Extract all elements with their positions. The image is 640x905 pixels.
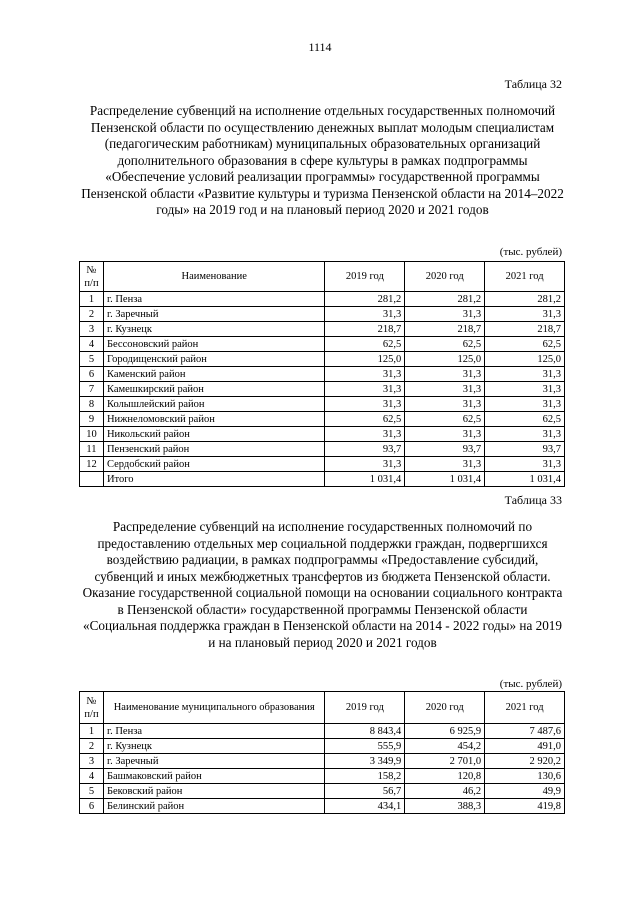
row-number: 3: [80, 754, 104, 769]
row-2021: 31,3: [485, 382, 565, 397]
row-number: 6: [80, 799, 104, 814]
row-2021: 7 487,6: [485, 724, 565, 739]
row-2021: 31,3: [485, 427, 565, 442]
row-2021: 2 920,2: [485, 754, 565, 769]
row-2021: 31,3: [485, 307, 565, 322]
row-name: Бессоновский район: [103, 337, 325, 352]
row-2020: 93,7: [405, 442, 485, 457]
row-number: 11: [80, 442, 104, 457]
row-2021: 93,7: [485, 442, 565, 457]
row-name: Колышлейский район: [103, 397, 325, 412]
table-32-label: Таблица 32: [504, 77, 562, 91]
row-2019: 1 031,4: [325, 472, 405, 487]
table-32-title: Распределение субвенций на исполнение отдельных государственных полномочий Пензенской области по осуществлению денежных выплат молодым специалистам (педагогическим работникам) муниципальных образовательных организаций дополнительного образования в сфере культуры в рамках подпрограммы «Обеспечение условий реализации программы» государственной программы Пензенской области «Развитие культуры и туризма Пензенской области на 2014–2022 годы» на 2019 год и на плановый период 2020 и 2021 годов: [81, 103, 564, 217]
table-33-title: Распределение субвенций на исполнение государственных полномочий по предоставлению отдельных мер социальной поддержки граждан, подвергшихся воздействию радиации, в рамках подпрограммы «Предоставление субсидий, субвенций и иных межбюджетных трансфертов из бюджета Пензенской области. Оказание государственной социальной помощи на основании социального контракта в Пензенской области» государственной программы Пензенской области «Социальная поддержка граждан в Пензенской области на 2014 - 2022 годы» на 2019 и на плановый период 2020 и 2021 годов: [82, 519, 563, 650]
row-2021: 49,9: [485, 784, 565, 799]
row-2019: 31,3: [325, 367, 405, 382]
row-name: г. Пенза: [103, 724, 324, 739]
table-row: [80, 442, 565, 457]
row-2020: 218,7: [405, 322, 485, 337]
row-2021: 31,3: [485, 367, 565, 382]
row-2021: 31,3: [485, 397, 565, 412]
table-row: [80, 799, 565, 814]
row-name: Камешкирский район: [103, 382, 325, 397]
row-2020: 388,3: [405, 799, 485, 814]
table-row: [80, 457, 565, 472]
row-number: 4: [80, 769, 104, 784]
table-row: [80, 784, 565, 799]
table-33-units: (тыс. рублей): [499, 678, 562, 690]
row-2021: 419,8: [485, 799, 565, 814]
row-number: 12: [80, 457, 104, 472]
header-num: № п/п: [80, 692, 104, 724]
row-name: г. Заречный: [103, 754, 324, 769]
row-number: 2: [80, 739, 104, 754]
row-2021: 491,0: [485, 739, 565, 754]
row-2020: 31,3: [405, 382, 485, 397]
row-2020: 31,3: [405, 367, 485, 382]
row-2021: 62,5: [485, 412, 565, 427]
row-2020: 454,2: [405, 739, 485, 754]
row-2020: 120,8: [405, 769, 485, 784]
header-2021: 2021 год: [485, 262, 565, 292]
row-2019: 434,1: [325, 799, 405, 814]
row-2019: 62,5: [325, 337, 405, 352]
header-2020: 2020 год: [405, 692, 485, 724]
row-2019: 125,0: [325, 352, 405, 367]
row-number: 3: [80, 322, 104, 337]
row-2019: 31,3: [325, 382, 405, 397]
row-number: 5: [80, 784, 104, 799]
table-row: [80, 352, 565, 367]
row-number: 5: [80, 352, 104, 367]
header-name: Наименование муниципального образования: [103, 692, 324, 724]
row-name: Никольский район: [103, 427, 325, 442]
table-total-row: [80, 472, 565, 487]
row-number: 6: [80, 367, 104, 382]
table-row: [80, 292, 565, 307]
row-number: 7: [80, 382, 104, 397]
table-row: [80, 754, 565, 769]
row-2021: 130,6: [485, 769, 565, 784]
table-row: [80, 769, 565, 784]
row-2020: 31,3: [405, 457, 485, 472]
table-row: [80, 412, 565, 427]
table-row: [80, 367, 565, 382]
row-2020: 62,5: [405, 412, 485, 427]
row-name: Белинский район: [103, 799, 324, 814]
row-number: 1: [80, 724, 104, 739]
row-2020: 125,0: [405, 352, 485, 367]
row-number: 2: [80, 307, 104, 322]
row-2019: 93,7: [325, 442, 405, 457]
row-2021: 218,7: [485, 322, 565, 337]
row-2019: 31,3: [325, 397, 405, 412]
table-row: [80, 739, 565, 754]
row-2021: 281,2: [485, 292, 565, 307]
table-row: [80, 724, 565, 739]
header-name: Наименование: [103, 262, 325, 292]
row-name: Бековский район: [103, 784, 324, 799]
row-name: г. Кузнецк: [103, 322, 325, 337]
row-2019: 56,7: [325, 784, 405, 799]
row-name: Нижнеломовский район: [103, 412, 325, 427]
table-33: [79, 691, 565, 814]
row-2019: 281,2: [325, 292, 405, 307]
header-2021: 2021 год: [485, 692, 565, 724]
row-name: Городищенский район: [103, 352, 325, 367]
header-num: № п/п: [80, 262, 104, 292]
row-2020: 31,3: [405, 397, 485, 412]
table-row: [80, 307, 565, 322]
row-name: Итого: [103, 472, 325, 487]
row-name: г. Заречный: [103, 307, 325, 322]
table-32: [79, 261, 565, 487]
row-2020: 62,5: [405, 337, 485, 352]
row-2020: 31,3: [405, 307, 485, 322]
row-2021: 62,5: [485, 337, 565, 352]
table-row: [80, 427, 565, 442]
table-row: [80, 337, 565, 352]
header-2019: 2019 год: [325, 692, 405, 724]
row-name: Башмаковский район: [103, 769, 324, 784]
row-name: г. Пенза: [103, 292, 325, 307]
row-2019: 31,3: [325, 457, 405, 472]
row-number: 1: [80, 292, 104, 307]
row-2019: 31,3: [325, 427, 405, 442]
row-number: 9: [80, 412, 104, 427]
row-2020: 46,2: [405, 784, 485, 799]
table-row: [80, 397, 565, 412]
row-2020: 281,2: [405, 292, 485, 307]
row-2020: 2 701,0: [405, 754, 485, 769]
table-row: [80, 322, 565, 337]
table-row: [80, 382, 565, 397]
row-2020: 1 031,4: [405, 472, 485, 487]
row-number: [80, 472, 104, 487]
header-2020: 2020 год: [405, 262, 485, 292]
row-name: г. Кузнецк: [103, 739, 324, 754]
row-number: 8: [80, 397, 104, 412]
row-name: Каменский район: [103, 367, 325, 382]
row-number: 10: [80, 427, 104, 442]
table-32-units: (тыс. рублей): [499, 246, 562, 258]
row-2020: 6 925,9: [405, 724, 485, 739]
row-2019: 158,2: [325, 769, 405, 784]
header-2019: 2019 год: [325, 262, 405, 292]
row-2019: 3 349,9: [325, 754, 405, 769]
row-2021: 125,0: [485, 352, 565, 367]
row-2020: 31,3: [405, 427, 485, 442]
table-33-label: Таблица 33: [504, 493, 562, 507]
row-number: 4: [80, 337, 104, 352]
row-name: Сердобский район: [103, 457, 325, 472]
row-2021: 1 031,4: [485, 472, 565, 487]
row-2019: 62,5: [325, 412, 405, 427]
row-2019: 8 843,4: [325, 724, 405, 739]
row-2021: 31,3: [485, 457, 565, 472]
row-2019: 31,3: [325, 307, 405, 322]
row-2019: 555,9: [325, 739, 405, 754]
row-2019: 218,7: [325, 322, 405, 337]
page-number: 1114: [308, 40, 332, 54]
row-name: Пензенский район: [103, 442, 325, 457]
